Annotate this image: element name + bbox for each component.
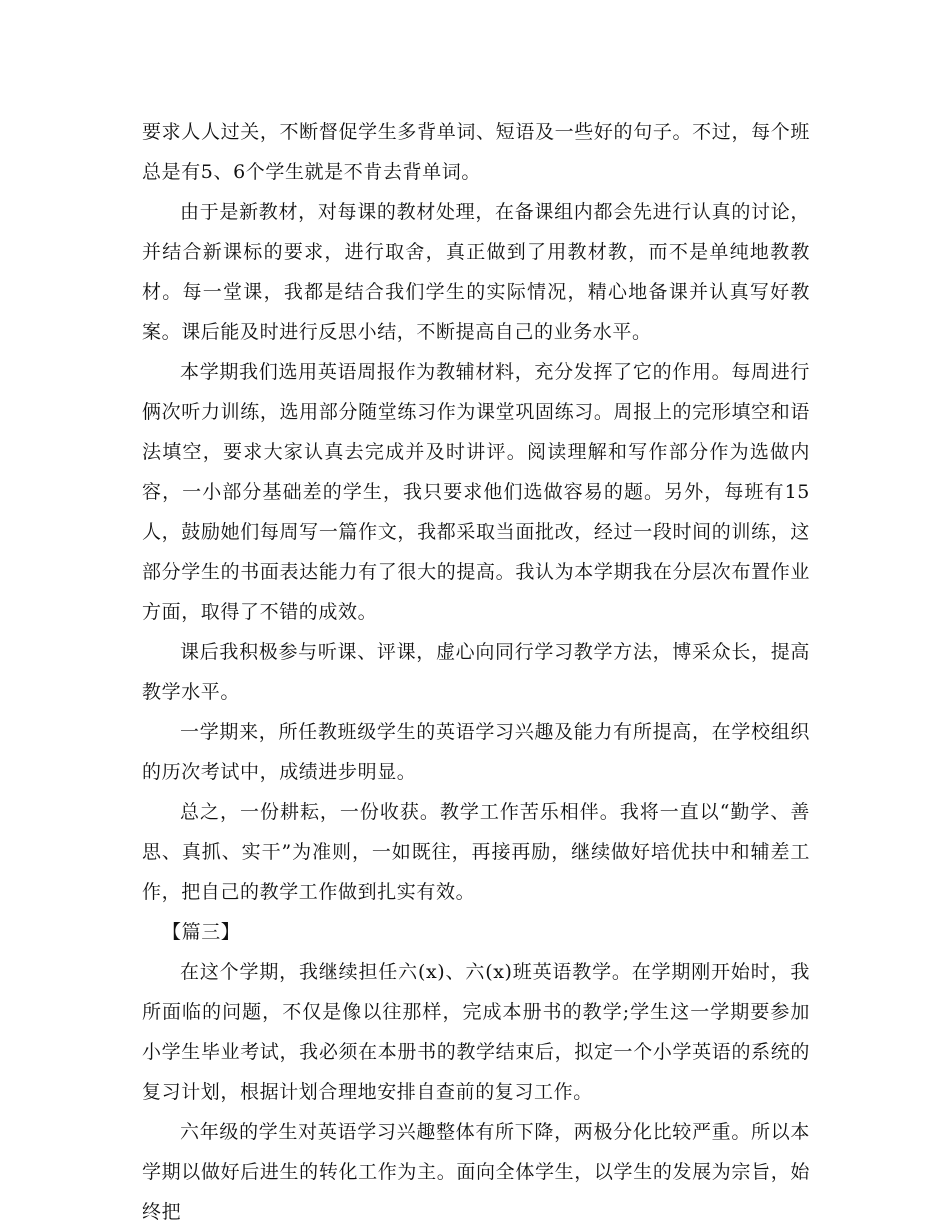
paragraph-2: 由于是新教材，对每课的教材处理，在备课组内都会先进行认真的讨论，并结合新课标的要求，进行取舍，真正做到了用教材教，而不是单纯地教教材。每一堂课，我都是结合我们学生的实际情况，精心地备课并认真写好教案。课后能及时进行反思小结，不断提高自己的业务水平。 bbox=[142, 201, 810, 343]
paragraph-4: 课后我积极参与听课、评课，虚心向同行学习教学方法，博采众长，提高教学水平。 bbox=[142, 641, 810, 703]
paragraph-3: 本学期我们选用英语周报作为教辅材料，充分发挥了它的作用。每周进行俩次听力训练，选用部分随堂练习作为课堂巩固练习。周报上的完形填空和语法填空，要求大家认真去完成并及时讲评。阅读理解和写作部分作为选做内容，一小部分基础差的学生，我只要求他们选做容易的题。另外，每班有15人，鼓励她们每周写一篇作文，我都采取当面批改，经过一段时间的训练，这部分学生的书面表达能力有了很大的提高。我认为本学期我在分层次布置作业方面，取得了不错的成效。 bbox=[142, 361, 810, 623]
paragraph-6: 总之，一份耕耘，一份收获。教学工作苦乐相伴。我将一直以“勤学、善思、真抓、实干”为准则，一如既往，再接再励，继续做好培优扶中和辅差工作，把自己的教学工作做到扎实有效。 bbox=[142, 801, 810, 903]
paragraph-5: 一学期来，所任教班级学生的英语学习兴趣及能力有所提高，在学校组织的历次考试中，成绩进步明显。 bbox=[142, 721, 810, 783]
paragraph-8: 六年级的学生对英语学习兴趣整体有所下降，两极分化比较严重。所以本学期以做好后进生的转化工作为主。面向全体学生，以学生的发展为宗旨，始终把 bbox=[142, 1121, 810, 1223]
document-body bbox=[142, 112, 810, 1232]
section-heading: 【篇三】 bbox=[162, 921, 241, 943]
paragraph-1: 要求人人过关，不断督促学生多背单词、短语及一些好的句子。不过，每个班总是有5、6个学生就是不肯去背单词。 bbox=[142, 121, 810, 183]
paragraph-7: 在这个学期，我继续担任六(x)、六(x)班英语教学。在学期刚开始时，我所面临的问题，不仅是像以往那样，完成本册书的教学;学生这一学期要参加小学生毕业考试，我必须在本册书的教学结束后，拟定一个小学英语的系统的复习计划，根据计划合理地安排自查前的复习工作。 bbox=[142, 961, 810, 1103]
